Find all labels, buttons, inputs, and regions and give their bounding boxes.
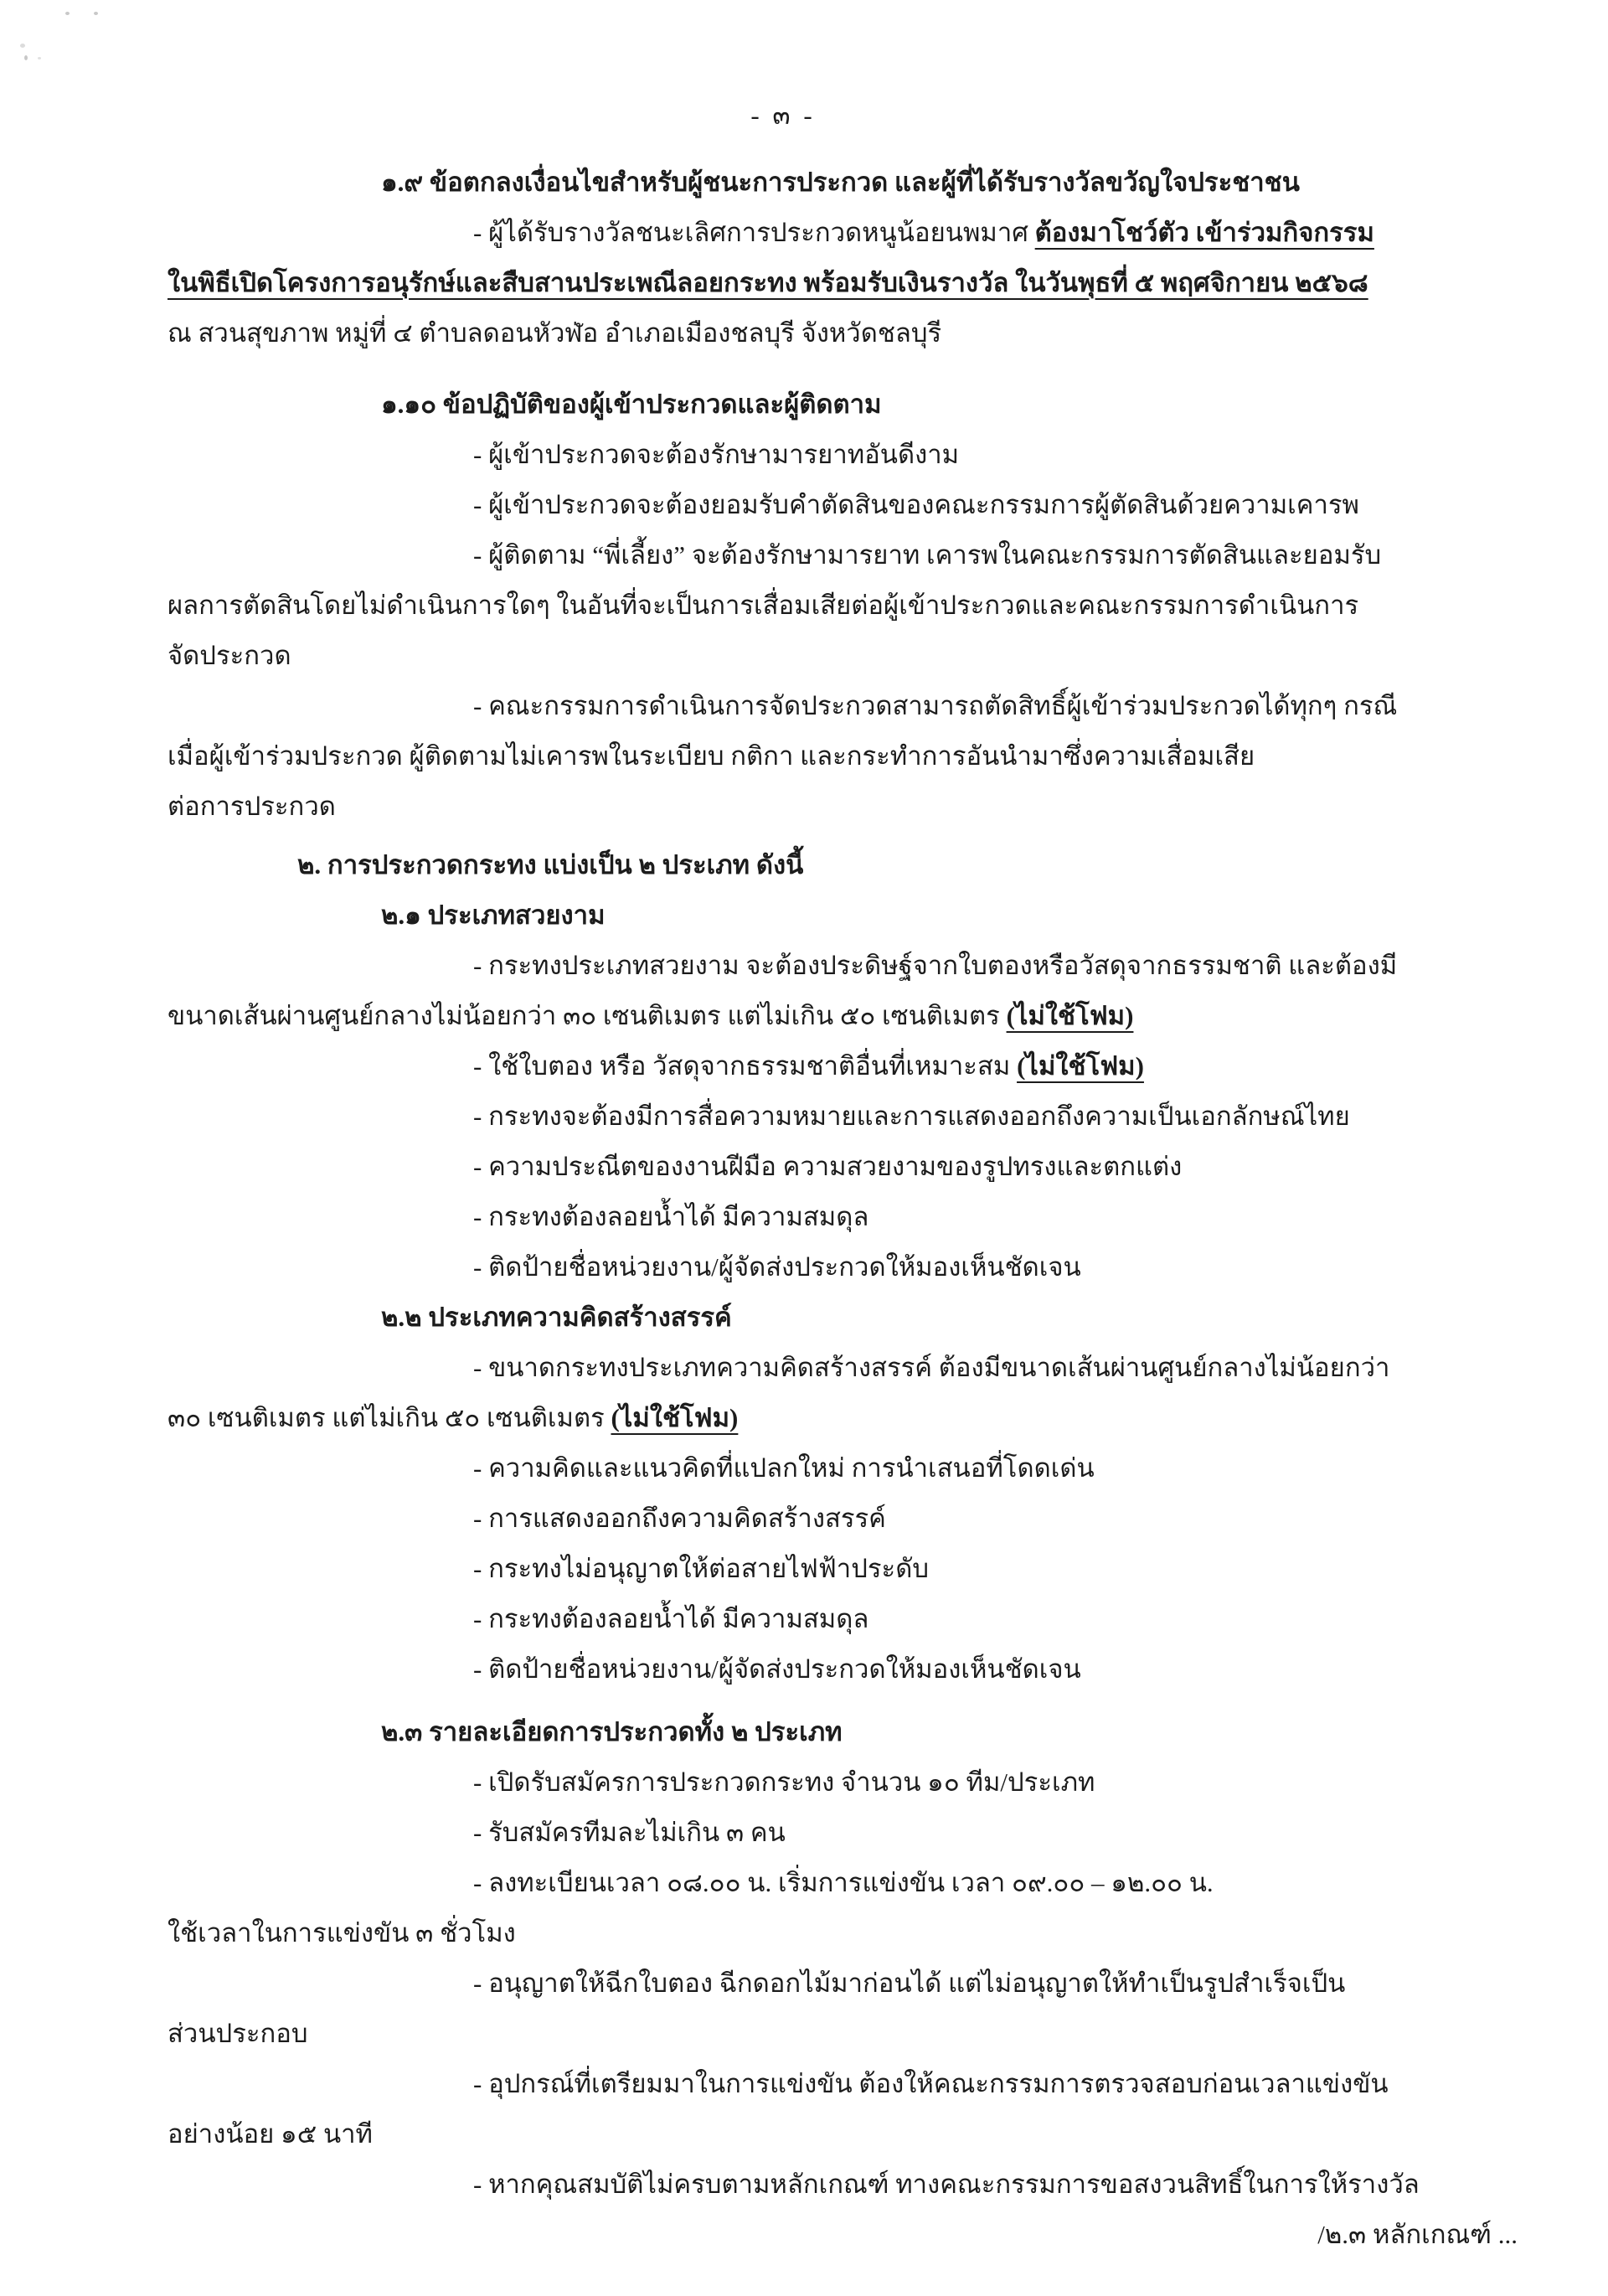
scan-artifact [38,57,41,59]
text-run: ๒.๒ ประเภทความคิดสร้างสรรค์ [381,1303,732,1332]
text-line [168,631,1518,681]
emphasized-text-run: ในพิธีเปิดโครงการอนุรักษ์และสืบสานประเพณีลอยกระทง พร้อมรับเงินรางวัล ในวันพุธที่ ๕ พฤศจิกายน ๒๕๖๘ [168,268,1368,297]
text-run: - อุปกรณ์ที่เตรียมมาในการแข่งขัน ต้องให้คณะกรรมการตรวจสอบก่อนเวลาแข่งขัน [473,2069,1389,2098]
text-line [168,1192,1518,1242]
continuation-note [168,2210,1518,2260]
text-run: - การแสดงออกถึงความคิดสร้างสรรค์ [473,1504,886,1533]
text-line [168,2059,1518,2109]
text-line [168,1958,1518,2009]
text-line [168,782,1518,832]
text-run: - กระทงจะต้องมีการสื่อความหมายและการแสดงออกถึงความเป็นเอกลักษณ์ไทย [473,1102,1350,1131]
text-line [168,2159,1518,2210]
heading-2-3 [168,1707,1518,1757]
text-run: - ติดป้ายชื่อหน่วยงาน/ผู้จัดส่งประกวดให้มองเห็นชัดเจน [473,1252,1081,1282]
text-line [168,991,1518,1041]
scan-artifact [65,12,70,15]
scan-artifact [94,12,98,15]
text-run: - กระทงไม่อนุญาตให้ต่อสายไฟฟ้าประดับ [473,1554,929,1583]
text-run: - คณะกรรมการดำเนินการจัดประกวดสามารถตัดสิทธิ์ผู้เข้าร่วมประกวดได้ทุกๆ กรณี [473,691,1398,720]
heading-1-10 [168,379,1518,430]
text-line [168,1858,1518,1908]
text-run: ต่อการประกวด [168,792,336,821]
text-run: ใช้เวลาในการแข่งขัน ๓ ชั่วโมง [168,1918,516,1948]
text-run: ส่วนประกอบ [168,2019,308,2048]
text-run: - หากคุณสมบัติไม่ครบตามหลักเกณฑ์ ทางคณะกรรมการขอสงวนสิทธิ์ในการให้รางวัล [473,2170,1420,2199]
text-run: /๒.๓ หลักเกณฑ์ ... [1317,2220,1518,2249]
text-line [168,480,1518,530]
text-run: - ผู้เข้าประกวดจะต้องยอมรับคำตัดสินของคณะกรรมการผู้ตัดสินด้วยความเคารพ [473,490,1359,519]
text-run: - อนุญาตให้ฉีกใบตอง ฉีกดอกไม้มาก่อนได้ แต่ไม่อนุญาตให้ทำเป็นรูปสำเร็จเป็น [473,1968,1346,1998]
text-run: - ผู้ได้รับรางวัลชนะเลิศการประกวดหนูน้อยนพมาศ [473,218,1035,247]
text-line [168,530,1518,580]
text-line [168,941,1518,991]
text-run: - เปิดรับสมัครการประกวดกระทง จำนวน ๑๐ ทีม/ประเภท [473,1767,1095,1797]
text-line [168,1594,1518,1644]
text-line [168,1443,1518,1494]
text-run: จัดประกวด [168,641,291,670]
text-run: - ขนาดกระทงประเภทความคิดสร้างสรรค์ ต้องมีขนาดเส้นผ่านศูนย์กลางไม่น้อยกว่า [473,1353,1390,1382]
text-run: - กระทงต้องลอยน้ำได้ มีความสมดุล [473,1202,869,1231]
heading-2-2 [168,1292,1518,1343]
text-line [168,1343,1518,1393]
text-run: - ลงทะเบียนเวลา ๐๘.๐๐ น. เริ่มการแข่งขัน เวลา ๐๙.๐๐ – ๑๒.๐๐ น. [473,1868,1214,1897]
text-run: ๓๐ เซนติเมตร แต่ไม่เกิน ๕๐ เซนติเมตร [168,1403,611,1432]
text-run: - ผู้ติดตาม “พี่เลี้ยง” จะต้องรักษามารยาท เคารพในคณะกรรมการตัดสินและยอมรับ [473,540,1382,570]
text-run: ๑.๑๐ ข้อปฏิบัติของผู้เข้าประกวดและผู้ติดตาม [381,390,882,419]
text-run: ขนาดเส้นผ่านศูนย์กลางไม่น้อยกว่า ๓๐ เซนติเมตร แต่ไม่เกิน ๕๐ เซนติเมตร [168,1001,1007,1030]
text-line [168,1757,1518,1808]
text-line [168,1091,1518,1142]
emphasized-text-run: (ไม่ใช้โฟม) [1017,1051,1144,1081]
text-run: ๒.๑ ประเภทสวยงาม [381,900,606,930]
text-line [168,258,1518,308]
text-line [168,1908,1518,1958]
scan-artifact [24,55,28,60]
text-line [168,1041,1518,1091]
text-line [168,2009,1518,2059]
text-line [168,1494,1518,1544]
text-line [168,681,1518,731]
emphasized-text-run: (ไม่ใช้โฟม) [1006,1001,1134,1030]
text-run: - ความคิดและแนวคิดที่แปลกใหม่ การนำเสนอที่โดดเด่น [473,1453,1095,1483]
text-run: - ผู้เข้าประกวดจะต้องรักษามารยาทอันดีงาม [473,440,960,469]
text-run: - กระทงต้องลอยน้ำได้ มีความสมดุล [473,1604,869,1633]
text-run: - ใช้ใบตอง หรือ วัสดุจากธรรมชาติอื่นที่เหมาะสม [473,1051,1018,1081]
text-run: - ติดป้ายชื่อหน่วยงาน/ผู้จัดส่งประกวดให้มองเห็นชัดเจน [473,1654,1081,1684]
page-number: - ๓ - [750,101,816,130]
text-line [168,1242,1518,1292]
text-line [168,1142,1518,1192]
text-line [168,1644,1518,1695]
text-line [168,208,1518,258]
text-line [168,580,1518,631]
text-run: ณ สวนสุขภาพ หมู่ที่ ๔ ตำบลดอนหัวฬ่อ อำเภอเมืองชลบุรี จังหวัดชลบุรี [168,318,942,348]
text-line [168,1808,1518,1858]
emphasized-text-run: ต้องมาโชว์ตัว เข้าร่วมกิจกรรม [1034,218,1374,247]
text-line [168,1393,1518,1443]
document-body [168,157,1518,2260]
heading-2 [168,840,1518,890]
text-run: อย่างน้อย ๑๕ นาที [168,2119,373,2149]
text-line [168,1544,1518,1594]
text-run: ๑.๙ ข้อตกลงเงื่อนไขสำหรับผู้ชนะการประกวด และผู้ที่ได้รับรางวัลขวัญใจประชาชน [381,168,1300,197]
text-run: - กระทงประเภทสวยงาม จะต้องประดิษฐ์จากใบตองหรือวัสดุจากธรรมชาติ และต้องมี [473,951,1398,980]
text-run: ๒. การประกวดกระทง แบ่งเป็น ๒ ประเภท ดังนี้ [297,850,804,880]
text-run: ผลการตัดสินโดยไม่ดำเนินการใดๆ ในอันที่จะเป็นการเสื่อมเสียต่อผู้เข้าประกวดและคณะกรรมการดำเนินการ [168,591,1359,620]
text-line [168,731,1518,782]
text-run: - ความประณีตของงานฝีมือ ความสวยงามของรูปทรงและตกแต่ง [473,1152,1183,1181]
text-line [168,2109,1518,2159]
text-line [168,430,1518,480]
heading-1-9 [168,157,1518,208]
text-run: ๒.๓ รายละเอียดการประกวดทั้ง ๒ ประเภท [381,1717,843,1747]
text-run: เมื่อผู้เข้าร่วมประกวด ผู้ติดตามไม่เคารพในระเบียบ กติกา และกระทำการอันนำมาซึ่งความเสื่อมเสีย [168,741,1255,771]
text-line [168,308,1518,359]
text-run: - รับสมัครทีมละไม่เกิน ๓ คน [473,1818,786,1847]
heading-2-1 [168,890,1518,941]
emphasized-text-run: (ไม่ใช้โฟม) [611,1403,739,1432]
scan-artifact [20,44,25,48]
